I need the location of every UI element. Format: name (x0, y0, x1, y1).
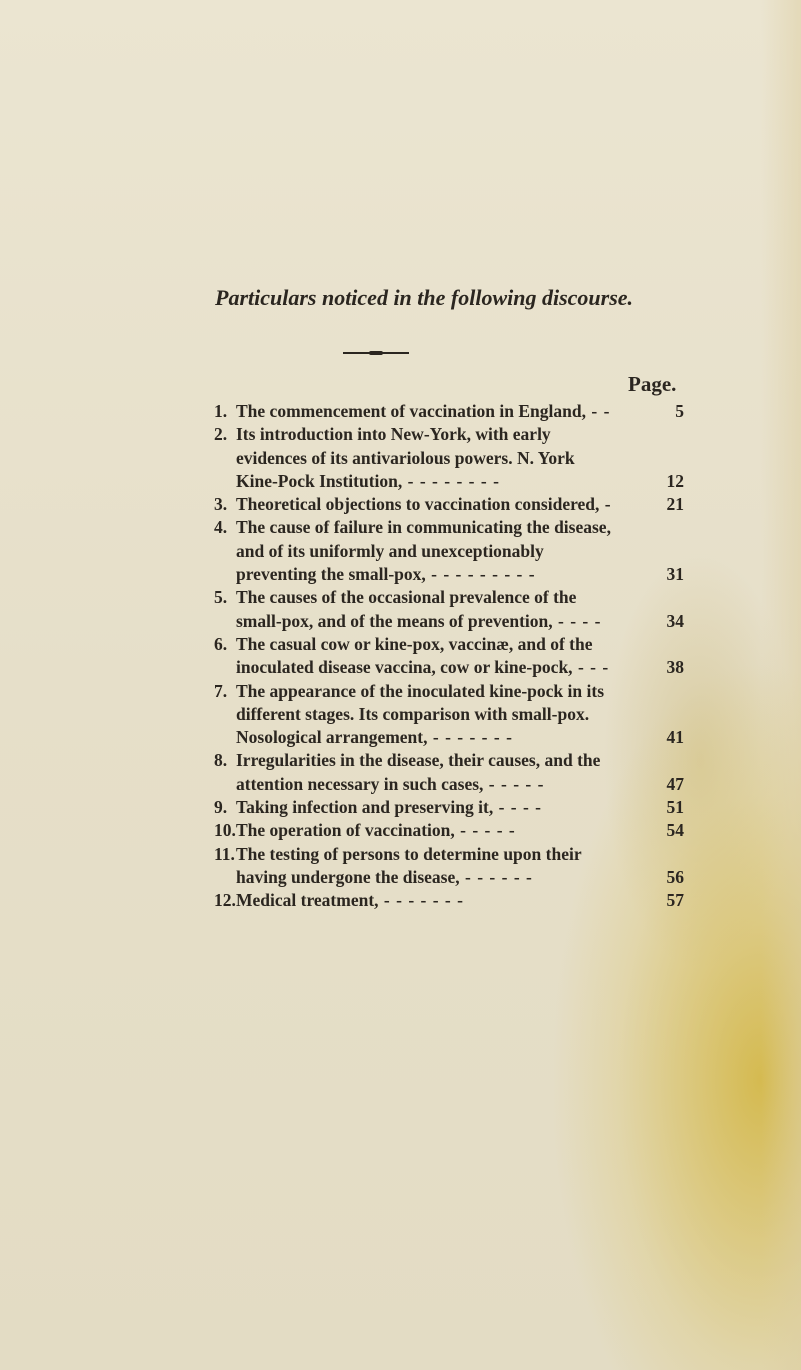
entry-number: 7. (214, 680, 228, 701)
entry-title: Medical treatment, (236, 890, 379, 911)
contents-entry (214, 400, 684, 423)
dot-leader: - - - - - - - (427, 727, 513, 748)
entry-number: 11. (214, 843, 235, 864)
entry-number: 6. (214, 633, 228, 654)
contents-entry (214, 423, 684, 493)
entry-number: 5. (214, 587, 228, 608)
contents-entry (214, 843, 684, 890)
entry-page-number: 21 (666, 494, 684, 515)
entry-title: The casual cow or kine-pox, vaccinæ, and of the inoculated disease vaccina, cow or kine-pock, (236, 633, 593, 678)
entry-page-number: 56 (666, 866, 684, 887)
ornamental-rule (343, 352, 409, 354)
page-column-label: Page. (628, 372, 677, 396)
contents-entry (214, 749, 684, 796)
entry-title: Taking infection and preserving it, (236, 797, 494, 818)
entry-number: 1. (214, 401, 228, 421)
entry-title: Its introduction into New-York, with early evidences of its antivariolous powers. N. York Kine-Pock Institution, (236, 424, 575, 491)
entry-title: The testing of persons to determine upon their having undergone the disease, (236, 843, 582, 887)
entry-title: Theoretical objections to vaccination considered, (236, 494, 600, 515)
contents-list (214, 400, 684, 913)
dot-leader: - - (586, 401, 611, 421)
entry-number: 8. (214, 750, 228, 771)
entry-page-number: 5 (675, 401, 684, 421)
entry-page-number: 57 (666, 890, 684, 911)
entry-page-number: 51 (666, 797, 684, 818)
entry-title: The causes of the occasional prevalence of the small-pox, and of the means of prevention, (236, 587, 577, 631)
entry-title: The cause of failure in communicating the disease, and of its uniformly and unexceptionably preventing the small-pox, (236, 517, 611, 585)
page-stain (761, 0, 801, 1370)
dot-leader: - - - - - (483, 773, 545, 794)
entry-page-number: 31 (666, 564, 684, 585)
entry-page-number: 54 (666, 820, 684, 841)
dot-leader: - - - - (493, 797, 543, 818)
dot-leader: - - - - - - (459, 866, 533, 887)
entry-title: The appearance of the inoculated kine-pock in its different stages. Its comparison with small-pox. Nosological arrangement, (236, 680, 605, 748)
dot-leader: - - - - - - - - - (425, 564, 536, 585)
entry-title: The operation of vaccination, (236, 820, 455, 841)
entry-page-number: 12 (666, 470, 684, 491)
dot-leader: - - - (572, 657, 610, 678)
entry-number: 4. (214, 517, 228, 538)
entry-title: The commencement of vaccination in England, (236, 401, 586, 421)
entry-page-number: 47 (666, 773, 684, 794)
entry-number: 12. (214, 890, 236, 911)
dot-leader: - - - - - (454, 820, 516, 841)
contents-entry (214, 796, 684, 819)
entry-number: 9. (214, 797, 228, 818)
dot-leader: - - - - - - - (378, 890, 464, 911)
contents-entry (214, 493, 684, 516)
entry-page-number: 41 (666, 727, 684, 748)
contents-entry (214, 516, 684, 586)
page-heading: Particulars noticed in the following discourse. (215, 285, 634, 310)
entry-page-number: 34 (666, 610, 684, 631)
contents-entry (214, 680, 684, 750)
entry-title: Irregularities in the disease, their causes, and the attention necessary in such cases, (236, 750, 601, 794)
contents-entry (214, 819, 684, 842)
entry-number: 2. (214, 424, 228, 445)
entry-number: 3. (214, 494, 228, 515)
entry-number: 10. (214, 820, 236, 841)
dot-leader: - (599, 494, 612, 515)
contents-entry (214, 889, 684, 912)
contents-entry (214, 586, 684, 633)
dot-leader: - - - - - - - - (402, 470, 500, 491)
entry-page-number: 38 (666, 657, 684, 678)
dot-leader: - - - - (552, 610, 602, 631)
contents-entry (214, 633, 684, 680)
